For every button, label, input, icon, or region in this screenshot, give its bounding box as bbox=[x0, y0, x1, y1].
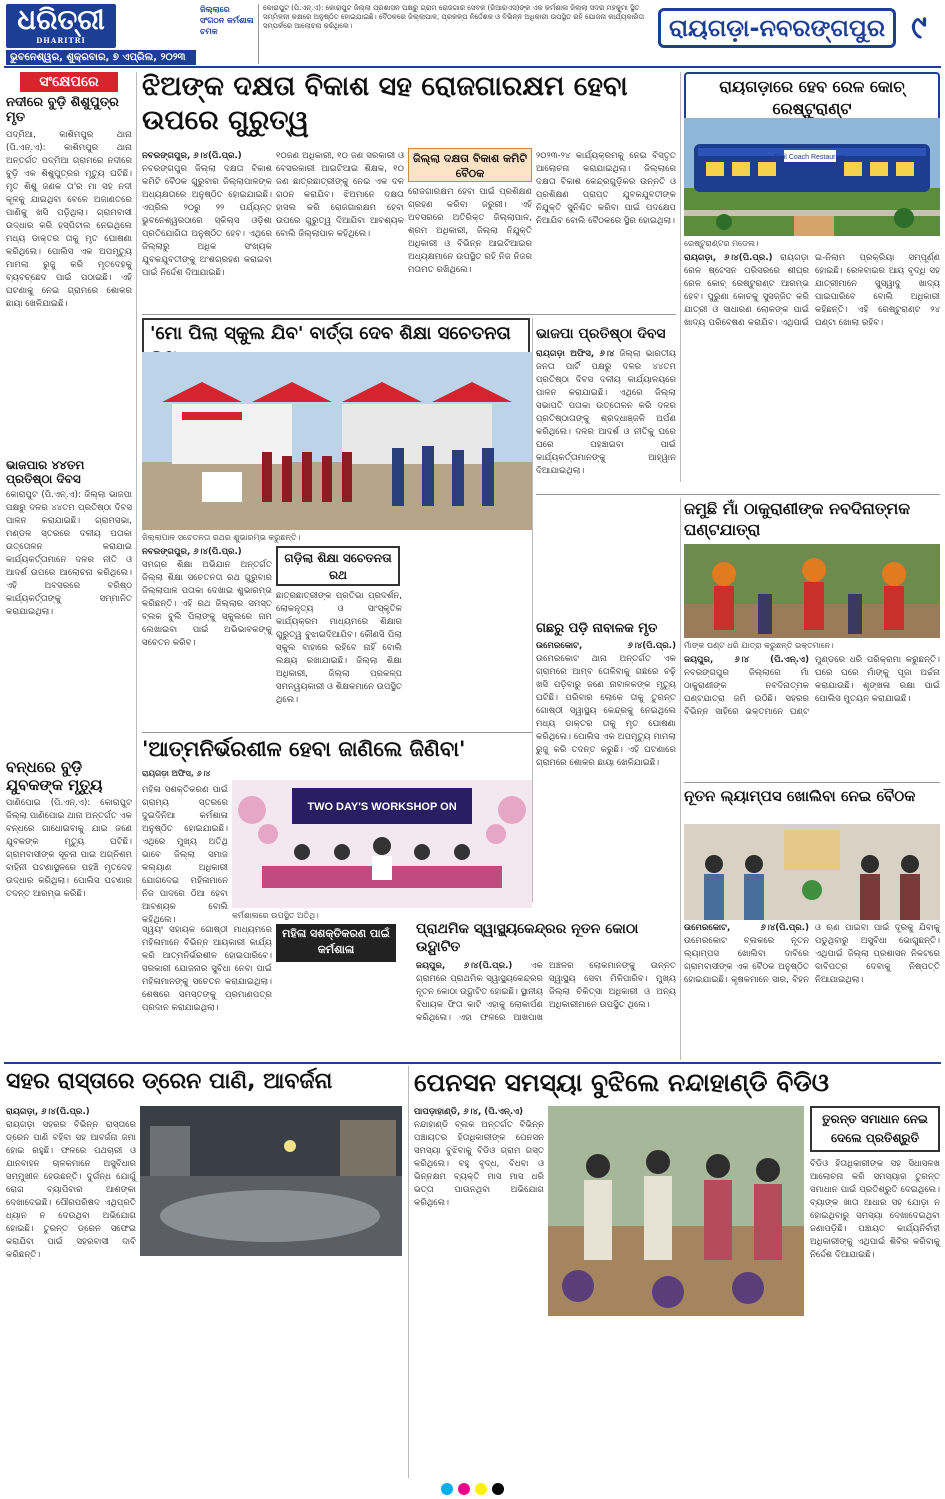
women-caption: କର୍ମଶାଳାରେ ଉପସ୍ଥିତ ଅତିଥି। bbox=[232, 911, 319, 920]
pension-dateline: ପାପଡ଼ାହାଣ୍ଡି, ୬।୪, (ପି.ଏନ୍.ଏ) bbox=[414, 1107, 524, 1117]
lead-body-2: ୧୦ଜଣ ଅଧିକାରୀ, ୧୦ ଜଣ ସରକାରୀ ଓ ବେସରକାରୀ ଆଇଟିଆଇ ଶିକ୍ଷକ, ୧୦ ଜଣ ଛାତ୍ରଛାତ୍ରୀଙ୍କୁ ନେଇ ଏକ ଦଳ ଗଠନ କରାଯିବ। ଝିଅମାନେ ଦକ୍ଷତା ହାସଲ କରି ରୋଜଗାରକ୍ଷମ ହେବା ଉପରେ ଗୁରୁତ୍ୱ ଦିଆଯିବା ଆବଶ୍ୟକ ବୋଲି ଜିଲ୍ଲାପାଳ କହିଥିଲେ। bbox=[276, 151, 404, 239]
drain-photo bbox=[140, 1106, 402, 1256]
lead-headline: ଝିଅଙ୍କ ଦକ୍ଷତା ବିକାଶ ସହ ରୋଜଗାରକ୍ଷମ ହେବା ଉପରେ ଗୁରୁତ୍ୱ bbox=[142, 71, 628, 136]
page-number: ୯ bbox=[911, 8, 927, 46]
promo-text: କୋରାପୁଟ (ପି.ଏନ୍.ଏ): କୋରାପୁଟ ଜିଲ୍ଲା ପ୍ରଶାସନ ପକ୍ଷରୁ ଗ୍ରାମ ରୋଜଗାର ସେବକ (ଜିଆରଏସ)ଙ୍କ ଏକ କର୍ମଶାଳା ଜିଲ୍ଲା ସଦର ମହକୁମା ସ୍ଥିତ ସମ୍ମିଳନୀ କକ୍ଷରେ ଅନୁଷ୍ଠିତ ହୋଇଯାଇଛି। ବୈଠକରେ ଜିଲ୍ଲାପାଳ, ପ୍ରକଳ୍ପ ନିର୍ଦ୍ଦେଶକ ଓ ବିଭିନ୍ନ ଅଧିକାରୀ ଉପସ୍ଥିତ ରହି ଯୋଜନା କାର୍ଯ୍ୟକାରିତା ସମ୍ପର୍କରେ ଆଲୋଚନା କରିଥିଲେ। bbox=[258, 4, 654, 64]
masthead-divider bbox=[4, 66, 941, 68]
lead-body-1: ନବରଙ୍ଗପୁର ଜିଲ୍ଲା ଦକ୍ଷତା ବିକାଶ କମିଟି ବୈଠକ ଗୁରୁବାର ଜିଲ୍ଲାପାଳଙ୍କ ଅଧ୍ୟକ୍ଷତାରେ ଅନୁଷ୍ଠିତ ହୋଇଯାଇଛି। ଏପ୍ରିଲ ୨୦ରୁ ୨୨ ପର୍ଯ୍ୟନ୍ତ ଭୁବନେଶ୍ୱରଠାରେ ସ୍କିଲ୍ସ ଓଡ଼ିଶା ପ୍ରତିଯୋଗିତା ଅନୁଷ୍ଠିତ ହେବ। ଏଥିରେ ଜିଲ୍ଲାରୁ ଅଧିକ ସଂଖ୍ୟକ ଯୁବକଯୁବତୀଙ୍କୁ ଅଂଶଗ୍ରହଣ କରାଇବା ପାଇଁ ନିର୍ଦ୍ଦେଶ ଦିଆଯାଇଛି। bbox=[142, 164, 272, 278]
column-divider bbox=[408, 1066, 409, 1478]
rail-caption: ରେଷ୍ଟୁରାଣ୍ଟର ମଡେଲ। bbox=[684, 239, 759, 248]
lamps-headline: ନୂତନ ଲ୍ୟାମ୍ପସ ଖୋଲିବା ନେଇ ବୈଠକ bbox=[684, 787, 916, 805]
edu-body-1: ସମଗ୍ର ଶିକ୍ଷା ଅଭିଯାନ ଅନ୍ତର୍ଗତ ଜିଲ୍ଲା ଶିକ୍ଷା ସଚେତନତା ରଥ ଗୁରୁବାର ଜିଲ୍ଲାପାଳ ପତାକା ଦେଖାଇ ଶୁଭାରମ୍ଭ କରିଛନ୍ତି। ଏହି ରଥ ଜିଲ୍ଲାର ସମସ୍ତ ବ୍ଲକ ବୁଲି ପିଲାଙ୍କୁ ସ୍କୁଲରେ ନାମ ଲେଖାଇବା ପାଇଁ ଅଭିଭାବକଙ୍କୁ ସଚେତନ କରିବ। bbox=[142, 560, 272, 648]
drain-column-1 bbox=[6, 1106, 136, 1478]
section-divider bbox=[684, 782, 940, 783]
health-headline: ପ୍ରାଥମିକ ସ୍ୱାସ୍ଥ୍ୟକେନ୍ଦ୍ରର ନୂତନ କୋଠା ଉଦ୍ଘାଟିତ bbox=[416, 921, 639, 955]
health-body bbox=[416, 960, 676, 1058]
lamps-dateline: ଉମେରକୋଟ, ୬।୪(ପି.ପ୍ର.) bbox=[684, 923, 809, 933]
thakurani-dateline: ଜୟପୁର, ୬।୪ (ପି.ଏନ୍.ଏ) bbox=[684, 655, 809, 665]
rail-coach-photo bbox=[684, 118, 940, 236]
lead-dateline: ନବରଙ୍ଗପୁର, ୬।୪(ପି.ପ୍ର.) bbox=[142, 151, 242, 161]
brief-headline-3: ବନ୍ଧରେ ବୁଡ଼ି ଯୁବକଙ୍କ ମୃତ୍ୟୁ bbox=[6, 758, 103, 794]
waterlogged-road-illustration bbox=[140, 1106, 402, 1256]
brief-headline-1: ନଦୀରେ ବୁଡ଼ି ଶିଶୁପୁତ୍ର ମୃତ bbox=[6, 95, 119, 125]
women-body-1: ମହିଳା ସଶକ୍ତିକରଣ ପାଇଁ ଗ୍ରାମ୍ୟ ସ୍ତରରେ ଦୁଇଦିନିଆ କର୍ମଶାଳା ଅନୁଷ୍ଠିତ ହୋଇଯାଇଛି। ଏଥିରେ ମୁଖ୍ୟ ଅତିଥି ଭାବେ ଜିଲ୍ଲା ସମାଜ କଲ୍ୟାଣ ଅଧିକାରୀ ଯୋଗଦେଇ ମହିଳାମାନେ ନିଜ ପାଦରେ ଠିଆ ହେବା ଆବଶ୍ୟକ ବୋଲି କହିଥିଲେ। bbox=[142, 785, 228, 925]
rail-body bbox=[684, 252, 940, 480]
magenta-swatch bbox=[458, 1483, 470, 1495]
accident-body bbox=[536, 640, 676, 902]
workshop-illustration bbox=[232, 780, 532, 908]
bdo-meeting-illustration bbox=[548, 1106, 804, 1316]
section-divider bbox=[142, 314, 676, 315]
lamps-body-text: ଉମେରକୋଟ ବ୍ଲକରେ ନୂତନ ଲ୍ୟାମ୍ପସ ଖୋଲିବା ଦାବିରେ ଗ୍ରାମବାସୀଙ୍କ ଏକ ବୈଠକ ଅନୁଷ୍ଠିତ ହୋଇଯାଇଛି। କୃଷକମାନେ ସାର, ବିହନ ଓ ଋଣ ପାଇବା ପାଇଁ ଦୂରକୁ ଯିବାକୁ ପଡୁଥିବାରୁ ଅସୁବିଧା ଭୋଗୁଛନ୍ତି। ଏଥିପାଇଁ ଜିଲ୍ଲା ପ୍ରଶାସନ ନିକଟରେ ଦାବିପତ୍ର ଦେବାକୁ ନିଷ୍ପତ୍ତି ନିଆଯାଇଥିଲା। bbox=[684, 923, 940, 985]
rath-launch-illustration bbox=[142, 352, 532, 530]
section-title: ରାୟଗଡ଼ା-ନବରଙ୍ଗପୁର bbox=[658, 8, 896, 48]
pension-body-2: ବିଡିଓ ହିତାଧିକାରୀଙ୍କ ସହ ସିଧାସଳଖ ଆଲୋଚନା କରି ସମସ୍ୟାର ତୁରନ୍ତ ସମାଧାନ ପାଇଁ ପ୍ରତିଶ୍ରୁତି ଦେଇଥିଲେ। ବ୍ୟାଙ୍କ ଖାତା ଆଧାର ସହ ଯୋଡ଼ା ନ ହୋଇଥିବାରୁ ସମସ୍ୟା ଦେଖାଦେଇଥିବା ଜଣାପଡ଼ିଛି। ପଞ୍ଚାୟତ କାର୍ଯ୍ୟନିର୍ବାହୀ ଅଧିକାରୀଙ୍କୁ ଏଥିପାଇଁ ଶିବିର କରିବାକୁ ନିର୍ଦ୍ଦେଶ ଦିଆଯାଇଛି। bbox=[810, 1159, 940, 1260]
pension-subhead: ତୁରନ୍ତ ସମାଧାନ ନେଇ ଦେଲେ ପ୍ରତିଶ୍ରୁତି bbox=[810, 1106, 940, 1152]
logo-text: ଧରିତ୍ରୀ bbox=[17, 3, 105, 36]
bjp-dateline: ରାୟଗଡ଼ା ଅଫିସ, ୬।୪ bbox=[536, 349, 615, 359]
thakurani-headline: ଜମୁଛି ମାଁ ଠାକୁରାଣୀଙ୍କ ନବଦିନାତ୍ମକ ଘଣ୍ଟଯାତ୍ରା bbox=[684, 499, 911, 539]
cyan-swatch bbox=[441, 1483, 453, 1495]
bjp-body bbox=[536, 348, 676, 490]
lead-subhead: ଜିଲ୍ଲା ଦକ୍ଷତା ବିକାଶ କମିଟି ବୈଠକ bbox=[408, 148, 532, 182]
accident-body-text: ଉମେରକୋଟ ଥାନା ଅନ୍ତର୍ଗତ ଏକ ଗ୍ରାମରେ ଆମ୍ବ ତୋଳିବାକୁ ଗଛରେ ଚଢ଼ି ଖସି ପଡ଼ିବାରୁ ଜଣେ ନାବାଳକଙ୍କ ମୃତ୍ୟୁ ଘଟିଛି। ପରିବାର ଲୋକେ ତାକୁ ତୁରନ୍ତ ଗୋଷ୍ଠୀ ସ୍ୱାସ୍ଥ୍ୟ କେନ୍ଦ୍ରକୁ ନେଇଥିଲେ ମଧ୍ୟ ଡାକ୍ତର ତାକୁ ମୃତ ଘୋଷଣା କରିଥିଲେ। ପୋଲିସ ଏକ ଅପମୃତ୍ୟୁ ମାମଲା ରୁଜୁ କରି ତଦନ୍ତ କରୁଛି। ଏହି ଘଟଣାରେ ଗ୍ରାମରେ ଶୋକର ଛାୟା ଖେଳିଯାଇଛି। bbox=[536, 654, 676, 768]
thakurani-body-text: ନବରଙ୍ଗପୁର ଜିଲ୍ଲାରେ ମାଁ ଠାକୁରାଣୀଙ୍କ ନବଦିନାତ୍ମକ ଘଣ୍ଟଯାତ୍ରା ଜମି ଉଠିଛି। ସହରର ବିଭିନ୍ନ ସାହିରେ ଭକ୍ତମାନେ ଘଣ୍ଟ ମୁଣ୍ଡରେ ଧରି ପରିକ୍ରମା କରୁଛନ୍ତି। ଘରେ ଘରେ ମାଁଙ୍କୁ ପୂଜା ଅର୍ଚ୍ଚନା କରାଯାଉଛି। ଶୃଙ୍ଖଳା ରକ୍ଷା ପାଇଁ ପୋଲିସ ମୁତୟନ କରାଯାଇଛି। bbox=[684, 655, 940, 717]
thakurani-body bbox=[684, 654, 940, 778]
newspaper-logo bbox=[6, 4, 116, 48]
promo-label: ଜିଲ୍ଲାରେ ସଂଗଠନ କର୍ମଶାଳା ଚମକ bbox=[200, 5, 254, 36]
accident-headline: ଗଛରୁ ପଡ଼ି ନାବାଳକ ମୃତ bbox=[536, 621, 658, 636]
workshop-banner-text: TWO DAY'S WORKSHOP ON bbox=[307, 801, 457, 813]
lamps-body bbox=[684, 922, 940, 1058]
ghantayatra-illustration bbox=[684, 544, 940, 638]
rail-sign-text: Rail Coach Restaurant bbox=[774, 154, 846, 161]
women-dateline: ରାୟଗଡ଼ା ଅଫିସ, ୬।୪ bbox=[142, 769, 211, 778]
rail-headline: ରାୟଗଡ଼ାରେ ହେବ ରେଳ କୋଚ୍ ରେଷ୍ଟୁରାଣ୍ଟ bbox=[684, 72, 940, 124]
edu-subhead: ଗଡ଼ିଲା ଶିକ୍ଷା ସଚେତନତା ରଥ bbox=[276, 546, 400, 586]
rail-body-text: ରାୟଗଡ଼ା ରେଳ ଷ୍ଟେସନ ପରିସରରେ ଶୀଘ୍ର ରେଳ କୋଚ୍ ରେଷ୍ଟୁରାଣ୍ଟ ଆରମ୍ଭ ହେବ। ପୁରୁଣା କୋଚକୁ ସୁସଜ୍ଜିତ କରି ଯାତ୍ରୀ ଓ ସାଧାରଣ ଲୋକଙ୍କ ପାଇଁ ଖାଦ୍ୟ ପରିବେଷଣ କରାଯିବ। ଏଥିପାଇଁ ଇ-ନିଲାମ ପ୍ରକ୍ରିୟା ସମ୍ପୂର୍ଣ୍ଣ ହୋଇଛି। ରେଳବାଇର ଆୟ ବୃଦ୍ଧି ସହ ଯାତ୍ରୀମାନେ ସୁସ୍ୱାଦୁ ଖାଦ୍ୟ ପାଇପାରିବେ ବୋଲି ଅଧିକାରୀ କହିଛନ୍ତି। ଏହି ରେଷ୍ଟୁରାଣ୍ଟ ୨୪ ଘଣ୍ଟା ଖୋଲା ରହିବ। bbox=[684, 253, 940, 328]
print-registration-bar bbox=[0, 1480, 945, 1497]
pension-body-1: ନନ୍ଦାହାଣ୍ଡି ବ୍ଲକ ଅନ୍ତର୍ଗତ ବିଭିନ୍ନ ପଞ୍ଚାୟତର ହିତାଧିକାରୀଙ୍କ ପେନସନ ସମସ୍ୟା ବୁଝିବାକୁ ବିଡିଓ ଗ୍ରାମ ଗସ୍ତ କରିଥିଲେ। ବହୁ ବୃଦ୍ଧ, ବିଧବା ଓ ଭିନ୍ନକ୍ଷମ ବ୍ୟକ୍ତି ମାସ ମାସ ଧରି ଭତ୍ତା ପାଉନଥିବା ଅଭିଯୋଗ କରିଥିଲେ। bbox=[414, 1120, 544, 1208]
section-divider bbox=[4, 1062, 941, 1064]
thakurani-caption: ମାଁଙ୍କ ଘଣ୍ଟ ଧରି ଯାତ୍ରା କରୁଛନ୍ତି ଭକ୍ତମାନେ। bbox=[684, 641, 834, 650]
column-divider bbox=[680, 72, 681, 482]
yellow-swatch bbox=[475, 1483, 487, 1495]
health-dateline: ଜୟପୁର, ୬।୪(ପି.ପ୍ର.) bbox=[416, 961, 513, 971]
edu-rath-photo bbox=[142, 352, 532, 530]
brief-body-3: ପାଣିପୋଇ (ପି.ଏନ୍.ଏ): କୋରାପୁଟ ଜିଲ୍ଲା ପାଣିପୋଇ ଥାନା ଅନ୍ତର୍ଗତ ଏକ ବନ୍ଧରେ ଗାଧୋଇବାକୁ ଯାଇ ଜଣେ ଯୁବକଙ୍କ ମୃତ୍ୟୁ ଘଟିଛି। ଗ୍ରାମବାସୀଙ୍କ ସୂଚନା ପାଇ ଅଗ୍ନିଶମ ବାହିନୀ ଘଟଣାସ୍ଥଳରେ ପହଞ୍ଚି ମୃତଦେହ ଉଦ୍ଧାର କରିଥିଲା। ପୋଲିସ ଘଟଣାର ତଦନ୍ତ ଆରମ୍ଭ କରିଛି। bbox=[6, 797, 132, 899]
women-subhead: ମହିଳା ସଶକ୍ତିକରଣ ପାଇଁ କର୍ମଶାଳା bbox=[276, 924, 396, 962]
column-divider bbox=[680, 498, 681, 1060]
column-divider bbox=[532, 318, 533, 902]
column-divider bbox=[136, 72, 137, 900]
briefs-box-title: ସଂକ୍ଷେପରେ bbox=[20, 72, 118, 92]
edu-column-1 bbox=[142, 546, 272, 726]
drain-headline: ସହର ରାସ୍ତାରେ ଡ୍ରେନ ପାଣି, ଆବର୍ଜନା bbox=[6, 1069, 333, 1094]
brief-headline-2: ଭାଜପାର ୪୪ତମ ପ୍ରତିଷ୍ଠା ଦିବସ bbox=[6, 457, 85, 486]
women-body-2: ସ୍ୱୟଂ ସହାୟକ ଗୋଷ୍ଠୀ ମାଧ୍ୟମରେ ମହିଳାମାନେ ବିଭିନ୍ନ ଆୟକାରୀ କାର୍ଯ୍ୟ କରି ଆତ୍ମନିର୍ଭରଶୀଳ ହୋଇପାରିବେ। ସରକାରୀ ଯୋଜନାର ସୁବିଧା ନେବା ପାଇଁ ମହିଳାମାନଙ୍କୁ ସଚେତନ କରାଯାଇଥିଲା। ଶେଷରେ ସମସ୍ତଙ୍କୁ ପ୍ରମାଣପତ୍ର ପ୍ରଦାନ କରାଯାଇଥିଲା। bbox=[142, 925, 272, 1013]
pension-headline: ପେନସନ ସମସ୍ୟା ବୁଝିଲେ ନନ୍ଦାହାଣ୍ଡି ବିଡିଓ bbox=[414, 1068, 829, 1097]
brief-body-2: କୋରାପୁଟ (ପି.ଏନ୍.ଏ): ଜିଲ୍ଲା ଭାଜପା ପକ୍ଷରୁ ଦଳର ୪୪ତମ ପ୍ରତିଷ୍ଠା ଦିବସ ପାଳନ କରାଯାଇଛି। ଗ୍ରାମସଭା, ମଣ୍ଡଳ ସ୍ତରରେ ଦଳୀୟ ପତାକା ଉତ୍ତୋଳନ କରାଯାଇ କାର୍ଯ୍ୟକର୍ତ୍ତାମାନେ ଦଳର ନୀତି ଓ ଆଦର୍ଶ ଉପରେ ଆଲୋଚନା କରିଥିଲେ। ଏହି ଅବସରରେ ବରିଷ୍ଠ କାର୍ଯ୍ୟକର୍ତ୍ତାଙ୍କୁ ସମ୍ମାନିତ କରାଯାଇଥିଲା। bbox=[6, 490, 132, 618]
lead-body-3: ରୋଜଗାରକ୍ଷମ ହେବା ପାଇଁ ପ୍ରଶିକ୍ଷଣ ଗ୍ରହଣ କରିବା ଜରୁରୀ। ଏହି ଅବସରରେ ଅତିରିକ୍ତ ଜିଲ୍ଲାପାଳ, ଶ୍ରମ ଅଧିକାରୀ, ଜିଲ୍ଲା ନିଯୁକ୍ତି ଅଧିକାରୀ ଓ ବିଭିନ୍ନ ଆଇଟିଆଇର ଅଧ୍ୟକ୍ଷମାନେ ଉପସ୍ଥିତ ରହି ନିଜ ନିଜର ମତାମତ ରଖିଥିଲେ। bbox=[408, 187, 532, 275]
workshop-photo bbox=[232, 780, 532, 908]
bjp-headline: ଭାଜପା ପ୍ରତିଷ୍ଠା ଦିବସ bbox=[536, 326, 666, 342]
accident-dateline: ଉମେରକୋଟ, ୬।୪(ପି.ପ୍ର.) bbox=[536, 641, 676, 651]
edu-dateline: ନବରଙ୍ଗପୁର, ୬।୪(ପି.ପ୍ର.) bbox=[142, 547, 242, 557]
lamps-meeting-illustration bbox=[684, 824, 940, 920]
edu-headline: 'ମୋ ପିଲା ସ୍କୁଲ ଯିବ' ବାର୍ତ୍ତା ଦେବ ଶିକ୍ଷା ସଚେତନତା bbox=[142, 318, 530, 374]
issue-date: ଭୁବନେଶ୍ୱର, ଶୁକ୍ରବାର, ୭ ଏପ୍ରିଲ, ୨୦୨୩ bbox=[6, 50, 196, 65]
rail-dateline: ରାୟଗଡ଼ା, ୬।୪(ପି.ପ୍ର.) bbox=[684, 253, 773, 263]
drain-dateline: ରାୟଗଡ଼ା, ୬।୪(ପି.ପ୍ର.) bbox=[6, 1107, 90, 1117]
pension-photo bbox=[548, 1106, 804, 1316]
edu-body-2: ଛାତ୍ରଛାତ୍ରୀଙ୍କ ପ୍ରତିଭା ପ୍ରଦର୍ଶନ, ଲୋକନୃତ୍ୟ ଓ ସାଂସ୍କୃତିକ କାର୍ଯ୍ୟକ୍ରମ ମାଧ୍ୟମରେ ଶିକ୍ଷାର ଗୁରୁତ୍ୱ ବୁଝାଇଦିଆଯିବ। କୌଣସି ପିଲା ସ୍କୁଲ ବାହାରେ ରହିବେ ନାହିଁ ବୋଲି ଲକ୍ଷ୍ୟ ରଖାଯାଇଛି। ଜିଲ୍ଲା ଶିକ୍ଷା ଅଧିକାରୀ, ଜିଲ୍ଲା ପ୍ରକଳ୍ପ ସମନ୍ୱୟକାରୀ ଓ ଶିକ୍ଷକମାନେ ଉପସ୍ଥିତ ଥିଲେ। bbox=[276, 591, 402, 705]
health-body-text: ଏକ ଗ୍ରାମରେ ପ୍ରାଥମିକ ସ୍ୱାସ୍ଥ୍ୟକେନ୍ଦ୍ରର ନୂତନ କୋଠା ଉଦ୍ଘାଟିତ ହୋଇଛି। ସ୍ଥାନୀୟ ବିଧାୟକ ଫିତା କାଟି ଏହାକୁ ଲୋକାର୍ପଣ କରିଥିଲେ। ଏହା ଫଳରେ ଆଖପାଖ ଅଞ୍ଚଳର ଲୋକମାନଙ୍କୁ ଉନ୍ନତ ସ୍ୱାସ୍ଥ୍ୟ ସେବା ମିଳିପାରିବ। ମୁଖ୍ୟ ଜିଲ୍ଲା ଚିକିତ୍ସା ଅଧିକାରୀ ଓ ଅନ୍ୟ ଅଧିକାରୀମାନେ ଉପସ୍ଥିତ ଥିଲେ। bbox=[416, 961, 676, 1023]
black-swatch bbox=[492, 1483, 504, 1495]
lead-column-1 bbox=[142, 150, 272, 310]
section-divider bbox=[536, 494, 940, 495]
section-divider bbox=[142, 732, 532, 733]
bjp-body-text: ଜିଲ୍ଲା ଭାରତୀୟ ଜନତା ପାର୍ଟି ପକ୍ଷରୁ ଦଳର ୪୪ତମ ପ୍ରତିଷ୍ଠା ଦିବସ ଦଳୀୟ କାର୍ଯ୍ୟାଳୟରେ ପାଳନ କରାଯାଇଛି। ଏଥିରେ ଜିଲ୍ଲା ସଭାପତି ପତାକା ଉତ୍ତୋଳନ କରି ଦଳର ପ୍ରତିଷ୍ଠାତାଙ୍କୁ ଶ୍ରଦ୍ଧାଞ୍ଜଳି ଅର୍ପଣ କରିଥିଲେ। ଦଳର ଆଦର୍ଶ ଓ ନୀତିକୁ ଘରେ ଘରେ ପହଞ୍ଚାଇବା ପାଇଁ କାର୍ଯ୍ୟକର୍ତ୍ତାମାନଙ୍କୁ ଆହ୍ୱାନ ଦିଆଯାଇଥିଲା। bbox=[536, 349, 676, 476]
briefs-column bbox=[6, 72, 132, 900]
women-headline: 'ଆତ୍ମନିର୍ଭରଶୀଳ ହେବା ଜାଣିଲେ ଜିଣିବା' bbox=[142, 737, 466, 761]
brief-body-1: ପଦ୍ମିଆ, କାଶିମପୁର ଥାନା (ପି.ଏନ୍.ଏ): କାଶିମପୁର ଥାନା ଅନ୍ତର୍ଗତ ପଦ୍ମିଆ ଗ୍ରାମରେ ନଦୀରେ ବୁଡ଼ି ଏକ ଶିଶୁପୁତ୍ରର ମୃତ୍ୟୁ ଘଟିଛି। ମୃତ ଶିଶୁ ଜଣକ ତା'ର ମା ସହ ନଦୀ କୂଳକୁ ଯାଇଥିବା ବେଳେ ଅଜାଣତରେ ପାଣିକୁ ଖସି ପଡ଼ିଥିଲା। ଗ୍ରାମବାସୀ ଉଦ୍ଧାର କରି ହସ୍ପିଟାଲ ନେଇଥିଲେ ମଧ୍ୟ ଡାକ୍ତର ତାକୁ ମୃତ ଘୋଷଣା କରିଥିଲେ। ପୋଲିସ ଏକ ଅପମୃତ୍ୟୁ ମାମଲା ରୁଜୁ କରି ମୃତଦେହକୁ ବ୍ୟବଚ୍ଛେଦ ପାଇଁ ପଠାଇଛି। ଏହି ଘଟଣାକୁ ନେଇ ଗ୍ରାମରେ ଶୋକର ଛାୟା ଖେଳିଯାଇଛି। bbox=[6, 129, 132, 309]
lamps-photo bbox=[684, 824, 940, 920]
logo-subtitle: DHARITRI bbox=[36, 36, 86, 45]
lead-body-4: ୨୦୨୩-୨୪ କାର୍ଯ୍ୟକ୍ରମକୁ ନେଇ ବିସ୍ତୃତ ଆଲୋଚନା କରାଯାଇଥିଲା। ଜିଲ୍ଲାରେ ଦକ୍ଷତା ବିକାଶ କେନ୍ଦ୍ରଗୁଡ଼ିକର ଉନ୍ନତି ଓ ପ୍ରଶିକ୍ଷଣ ପ୍ରାପ୍ତ ଯୁବକଯୁବତୀଙ୍କ ନିଯୁକ୍ତି ସୁନିଶ୍ଚିତ କରିବା ପାଇଁ ପଦକ୍ଷେପ ନିଆଯିବ ବୋଲି ବୈଠକରେ ସ୍ଥିର ହୋଇଥିଲା। bbox=[536, 151, 676, 226]
drain-body: ରାୟଗଡ଼ା ସହରର ବିଭିନ୍ନ ରାସ୍ତାରେ ଡ୍ରେନ ପାଣି ବହିବା ସହ ଆବର୍ଜନା ଜମା ହୋଇ ରହୁଛି। ଫଳରେ ପଥଚାରୀ ଓ ଯାନବାହନ ଚାଳକମାନେ ଅସୁବିଧାର ସମ୍ମୁଖୀନ ହେଉଛନ୍ତି। ଦୁର୍ଗନ୍ଧ ଯୋଗୁଁ ରୋଗ ବ୍ୟାପିବାର ଆଶଙ୍କା ଦେଖାଦେଇଛି। ପୌରପରିଷଦ ଏଥିପ୍ରତି ଧ୍ୟାନ ନ ଦେଉଥିବା ଅଭିଯୋଗ ହୋଇଛି। ତୁରନ୍ତ ଡ୍ରେନ ସଫେଇ କରାଯିବା ପାଇଁ ସହରବାସୀ ଦାବି କରିଛନ୍ତି। bbox=[6, 1120, 136, 1260]
thakurani-photo bbox=[684, 544, 940, 638]
rail-coach-illustration bbox=[684, 118, 940, 236]
edu-caption: ଜିଲ୍ଲାପାଳ ସଚେତନତା ରଥର ଶୁଭାରମ୍ଭ କରୁଛନ୍ତି। bbox=[142, 533, 301, 542]
pension-column-1 bbox=[414, 1106, 544, 1232]
